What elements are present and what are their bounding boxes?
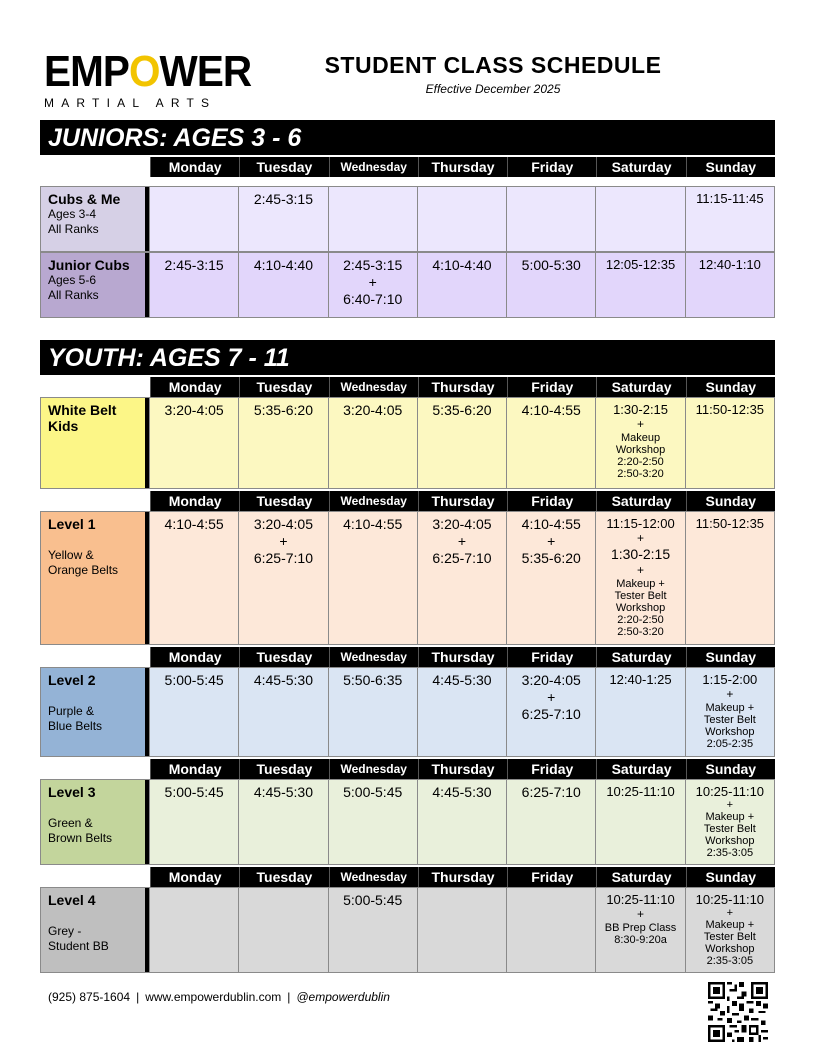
schedule-cell: 2:45-3:15 [238, 187, 327, 251]
day-monday: Monday [150, 491, 239, 511]
schedule-cell [506, 187, 595, 251]
day-sunday: Sunday [686, 759, 775, 779]
day-tuesday: Tuesday [239, 491, 328, 511]
day-monday: Monday [150, 647, 239, 667]
schedule-cell: 1:30-2:15 + Makeup Workshop 2:20-2:50 2:50-3:20 [595, 398, 684, 488]
schedule-cell: 11:15-11:45 [685, 187, 774, 251]
day-wednesday: Wednesday [329, 867, 418, 887]
day-monday: Monday [150, 157, 239, 177]
footer-contact: (925) 875-1604 | www.empowerdublin.com | @empowerdublin [48, 990, 390, 1004]
schedule-cell: 4:45-5:30 [238, 668, 327, 756]
youth-heading: YOUTH: AGES 7 - 11 [40, 340, 775, 375]
website-link[interactable]: www.empowerdublin.com [145, 990, 282, 1004]
schedule-cell: 1:15-2:00 + Makeup + Tester Belt Workshop 2:05-2:35 [685, 668, 774, 756]
schedule-cell: 3:20-4:05 + 6:25-7:10 [417, 512, 506, 644]
schedule-cell: 4:45-5:30 [417, 780, 506, 864]
schedule-cell: 4:10-4:55 [149, 512, 238, 644]
day-friday: Friday [507, 647, 596, 667]
day-saturday: Saturday [596, 647, 685, 667]
day-saturday: Saturday [596, 491, 685, 511]
schedule-cell [238, 888, 327, 972]
day-saturday: Saturday [596, 377, 685, 397]
empower-logo [44, 47, 252, 110]
level3-day-header [150, 759, 775, 779]
schedule-cell: 12:40-1:10 [685, 253, 774, 317]
schedule-cell: 4:45-5:30 [238, 780, 327, 864]
day-tuesday: Tuesday [239, 647, 328, 667]
row-level-4 [40, 887, 775, 973]
schedule-cell: 5:00-5:45 [149, 780, 238, 864]
schedule-cell: 5:35-6:20 [238, 398, 327, 488]
schedule-cell [417, 888, 506, 972]
schedule-cell: 4:10-4:55 [328, 512, 417, 644]
schedule-cell: 11:50-12:35 [685, 512, 774, 644]
day-wednesday: Wednesday [329, 491, 418, 511]
schedule-cell: 2:45-3:15 + 6:40-7:10 [328, 253, 417, 317]
social-handle: @empowerdublin [296, 990, 390, 1004]
day-wednesday: Wednesday [329, 377, 418, 397]
row-level-1 [40, 511, 775, 645]
effective-date: Effective December 2025 [425, 82, 561, 96]
day-monday: Monday [150, 867, 239, 887]
group-label: Cubs & Me Ages 3-4 All Ranks [41, 187, 149, 251]
day-thursday: Thursday [418, 647, 507, 667]
day-sunday: Sunday [686, 157, 775, 177]
day-friday: Friday [507, 759, 596, 779]
day-wednesday: Wednesday [329, 759, 418, 779]
schedule-cell: 10:25-11:10 + Makeup + Tester Belt Workshop 2:35-3:05 [685, 780, 774, 864]
row-white-belt-kids [40, 397, 775, 489]
schedule-cell: 3:20-4:05 [328, 398, 417, 488]
schedule-cell: 4:10-4:40 [238, 253, 327, 317]
juniors-heading: JUNIORS: AGES 3 - 6 [40, 120, 775, 155]
qr-code-icon [708, 982, 768, 1042]
group-label: Level 4 Grey - Student BB [41, 888, 149, 972]
schedule-cell: 3:20-4:05 + 6:25-7:10 [238, 512, 327, 644]
phone-number: (925) 875-1604 [48, 990, 131, 1004]
group-label: Level 3 Green & Brown Belts [41, 780, 149, 864]
day-friday: Friday [507, 491, 596, 511]
schedule-cell: 11:15-12:00 + 1:30-2:15 + Makeup + Tester Belt Workshop 2:20-2:50 2:50-3:20 [595, 512, 684, 644]
day-tuesday: Tuesday [239, 759, 328, 779]
schedule-cell: 5:50-6:35 [328, 668, 417, 756]
day-thursday: Thursday [418, 157, 507, 177]
day-monday: Monday [150, 377, 239, 397]
schedule-cell: 12:40-1:25 [595, 668, 684, 756]
day-thursday: Thursday [418, 377, 507, 397]
schedule-cell [328, 187, 417, 251]
schedule-cell [417, 187, 506, 251]
schedule-cell: 11:50-12:35 [685, 398, 774, 488]
group-label: Level 2 Purple & Blue Belts [41, 668, 149, 756]
schedule-cell [506, 888, 595, 972]
schedule-cell: 5:35-6:20 [417, 398, 506, 488]
day-monday: Monday [150, 759, 239, 779]
schedule-cell [595, 187, 684, 251]
schedule-cell: 2:45-3:15 [149, 253, 238, 317]
day-wednesday: Wednesday [329, 157, 418, 177]
page-title: STUDENT CLASS SCHEDULE [324, 52, 662, 78]
day-friday: Friday [507, 157, 596, 177]
day-friday: Friday [507, 867, 596, 887]
day-thursday: Thursday [418, 491, 507, 511]
schedule-cell: 5:00-5:30 [506, 253, 595, 317]
day-sunday: Sunday [686, 647, 775, 667]
schedule-cell: 5:00-5:45 [328, 780, 417, 864]
juniors-day-header [150, 157, 775, 177]
schedule-cell [149, 187, 238, 251]
schedule-cell: 6:25-7:10 [506, 780, 595, 864]
group-label: White Belt Kids [41, 398, 149, 488]
day-sunday: Sunday [686, 377, 775, 397]
day-wednesday: Wednesday [329, 647, 418, 667]
schedule-cell: 3:20-4:05 [149, 398, 238, 488]
schedule-cell: 4:10-4:55 + 5:35-6:20 [506, 512, 595, 644]
day-friday: Friday [507, 377, 596, 397]
day-tuesday: Tuesday [239, 867, 328, 887]
day-tuesday: Tuesday [239, 157, 328, 177]
day-sunday: Sunday [686, 867, 775, 887]
schedule-cell: 3:20-4:05 + 6:25-7:10 [506, 668, 595, 756]
logo-tagline: MARTIAL ARTS [44, 96, 217, 110]
level4-day-header [150, 867, 775, 887]
day-saturday: Saturday [596, 157, 685, 177]
schedule-cell [149, 888, 238, 972]
logo-wordmark: EMPOWER [44, 47, 252, 96]
level1-day-header [150, 491, 775, 511]
row-junior-cubs [40, 252, 775, 318]
schedule-cell: 10:25-11:10 + Makeup + Tester Belt Workshop 2:35-3:05 [685, 888, 774, 972]
day-thursday: Thursday [418, 867, 507, 887]
group-label: Junior Cubs Ages 5-6 All Ranks [41, 253, 149, 317]
row-cubs-and-me [40, 186, 775, 252]
youth-day-header [150, 377, 775, 397]
row-level-3 [40, 779, 775, 865]
level2-day-header [150, 647, 775, 667]
row-level-2 [40, 667, 775, 757]
schedule-cell: 4:45-5:30 [417, 668, 506, 756]
day-thursday: Thursday [418, 759, 507, 779]
day-saturday: Saturday [596, 867, 685, 887]
schedule-cell: 5:00-5:45 [328, 888, 417, 972]
schedule-cell: 10:25-11:10 [595, 780, 684, 864]
day-saturday: Saturday [596, 759, 685, 779]
schedule-cell: 4:10-4:40 [417, 253, 506, 317]
schedule-cell: 5:00-5:45 [149, 668, 238, 756]
day-tuesday: Tuesday [239, 377, 328, 397]
schedule-cell: 12:05-12:35 [595, 253, 684, 317]
schedule-cell: 4:10-4:55 [506, 398, 595, 488]
schedule-cell: 10:25-11:10 + BB Prep Class 8:30-9:20a [595, 888, 684, 972]
group-label: Level 1 Yellow & Orange Belts [41, 512, 149, 644]
day-sunday: Sunday [686, 491, 775, 511]
